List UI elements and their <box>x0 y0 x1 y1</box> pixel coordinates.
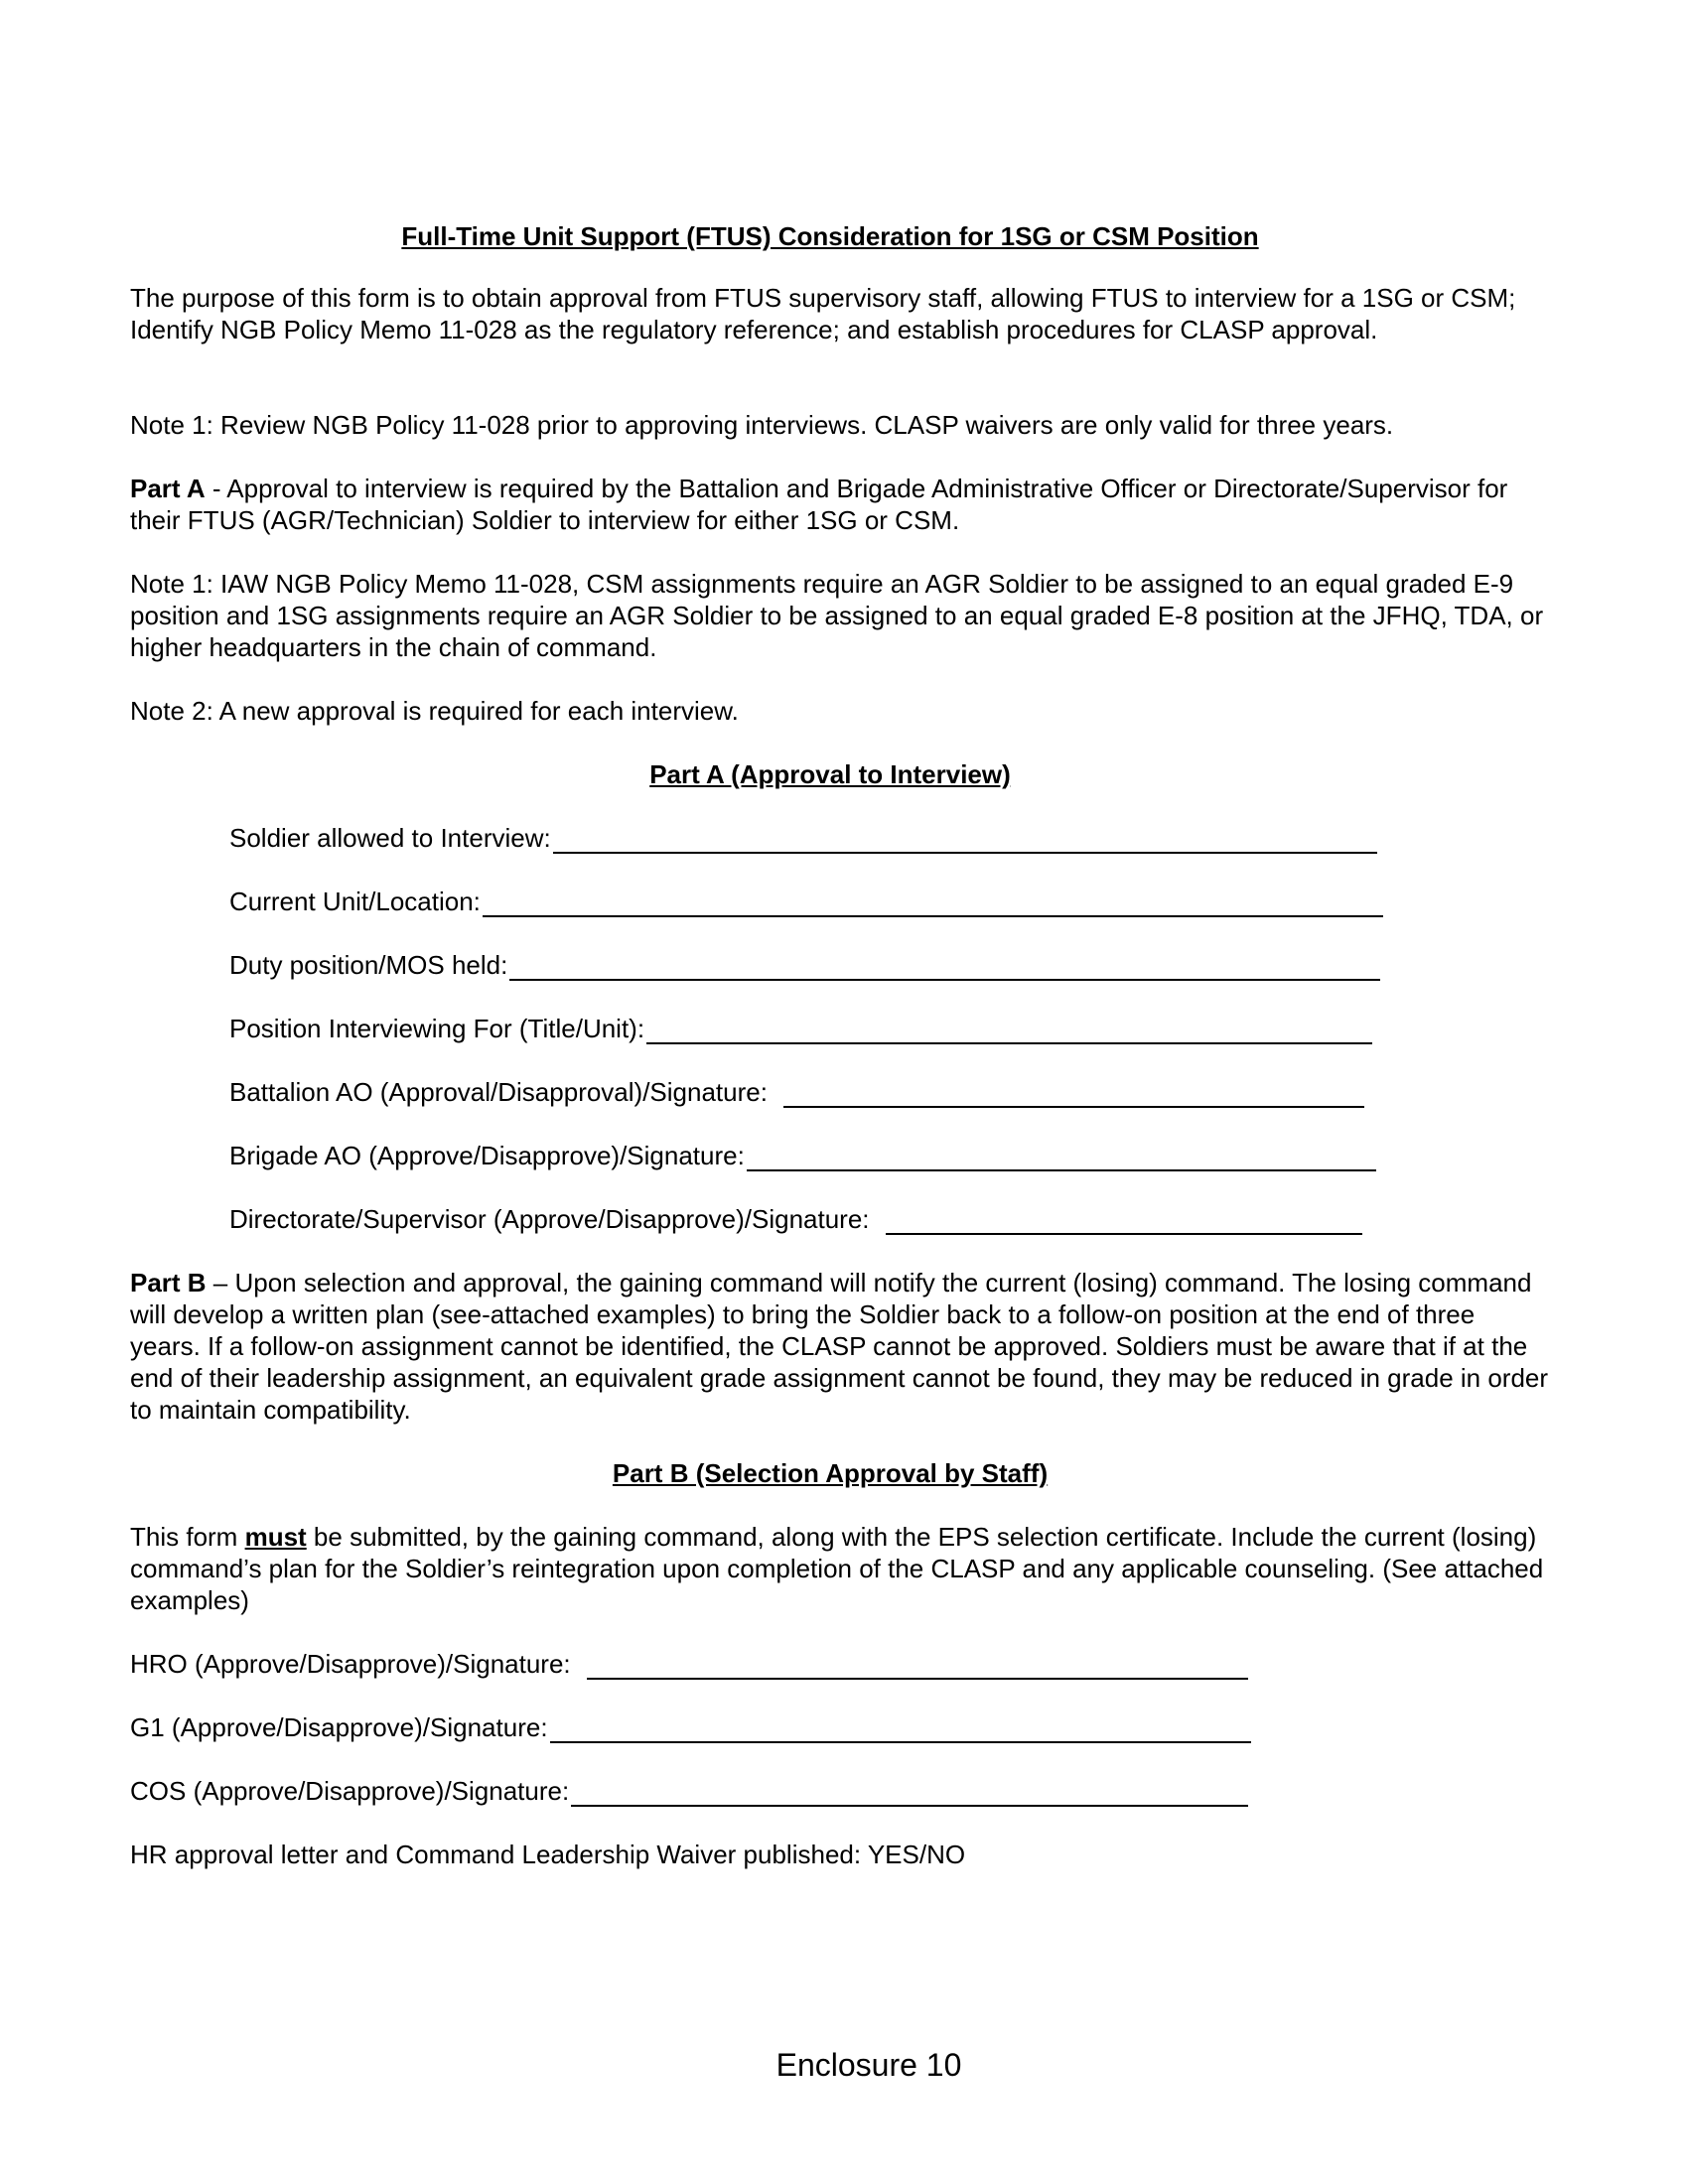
field-label: Directorate/Supervisor (Approve/Disapprove)/Signature: <box>229 1204 870 1234</box>
current-unit-field <box>229 886 1383 917</box>
brigade-ao-field <box>229 1140 1376 1171</box>
part-a-heading: Part A (Approval to Interview) <box>649 759 1011 789</box>
g1-field <box>130 1711 1251 1743</box>
part-a-text: - Approval to interview is required by the Battalion and Brigade Administrative Officer or Directorate/Supervisor for their FTUS (AGR/Technician) Soldier to interview for either 1SG or CSM. <box>130 474 1508 535</box>
enclosure-footer: Enclosure 10 <box>775 2047 962 2083</box>
part-a-label: Part A <box>130 474 206 503</box>
must-emphasis: must <box>244 1522 307 1552</box>
submission-text-pre: This form <box>130 1522 245 1552</box>
cos-line[interactable] <box>571 1778 1248 1807</box>
form-title: Full-Time Unit Support (FTUS) Consideration for 1SG or CSM Position <box>401 221 1259 251</box>
position-interviewing-field <box>229 1013 1372 1044</box>
field-label: Brigade AO (Approve/Disapprove)/Signature: <box>229 1141 745 1170</box>
submission-text-post: be submitted, by the gaining command, along with the EPS selection certificate. Include the current (losing) command’s plan for the Soldier’s reintegration upon completion of the CLASP and any applicable counseling. (See attached examples) <box>130 1522 1544 1615</box>
field-label: HRO (Approve/Disapprove)/Signature: <box>130 1649 571 1679</box>
field-label: COS (Approve/Disapprove)/Signature: <box>130 1776 570 1806</box>
battalion-ao-field <box>229 1076 1364 1108</box>
hro-line[interactable] <box>587 1651 1248 1680</box>
published-status: HR approval letter and Command Leadership Waiver published: YES/NO <box>130 1840 966 1869</box>
part-a-note-2: Note 2: A new approval is required for each interview. <box>130 696 739 726</box>
current-unit-line[interactable] <box>483 888 1383 917</box>
field-label: G1 (Approve/Disapprove)/Signature: <box>130 1712 548 1742</box>
duty-position-field <box>229 949 1380 981</box>
field-label: Soldier allowed to Interview: <box>229 823 551 853</box>
directorate-field <box>229 1203 1362 1235</box>
part-b-label: Part B <box>130 1268 207 1297</box>
field-label: Current Unit/Location: <box>229 887 481 916</box>
part-a-note-1: Note 1: IAW NGB Policy Memo 11-028, CSM assignments require an AGR Soldier to be assigned to an equal graded E-9 position and 1SG assignments require an AGR Soldier to be assigned to an equal graded E-8 position at the JFHQ, TDA, or higher headquarters in the chain of command. <box>130 569 1544 662</box>
soldier-interview-line[interactable] <box>553 825 1377 854</box>
part-b-description <box>130 1267 1550 1426</box>
part-b-text: – Upon selection and approval, the gaining command will notify the current (losing) command. The losing command will develop a written plan (see-attached examples) to bring the Soldier back to a follow-on position at the end of three years. If a follow-on assignment cannot be identified, the CLASP cannot be approved. Soldiers must be aware that if at the end of their leadership assignment, an equivalent grade assignment cannot be found, they may be reduced in grade in order to maintain compatibility. <box>130 1268 1549 1425</box>
cos-field <box>130 1775 1248 1807</box>
position-interviewing-line[interactable] <box>646 1016 1372 1044</box>
field-label: Battalion AO (Approval/Disapproval)/Signature: <box>229 1077 768 1107</box>
hro-field <box>130 1648 1248 1680</box>
field-label: Duty position/MOS held: <box>229 950 508 980</box>
directorate-line[interactable] <box>886 1206 1362 1235</box>
duty-position-line[interactable] <box>509 952 1380 981</box>
brigade-ao-line[interactable] <box>747 1143 1376 1171</box>
field-label: Position Interviewing For (Title/Unit): <box>229 1014 645 1043</box>
g1-line[interactable] <box>550 1714 1251 1743</box>
battalion-ao-line[interactable] <box>783 1079 1364 1108</box>
part-a-description <box>130 473 1550 536</box>
part-b-heading: Part B (Selection Approval by Staff) <box>612 1458 1049 1488</box>
intro-paragraph: The purpose of this form is to obtain approval from FTUS supervisory staff, allowing FTUS to interview for a 1SG or CSM; Identify NGB Policy Memo 11-028 as the regulatory reference; and establish procedures for CLASP approval. <box>130 283 1516 344</box>
soldier-interview-field <box>229 822 1377 854</box>
intro-note: Note 1: Review NGB Policy 11-028 prior to approving interviews. CLASP waivers are only valid for three years. <box>130 410 1394 440</box>
part-b-submission <box>130 1521 1550 1616</box>
